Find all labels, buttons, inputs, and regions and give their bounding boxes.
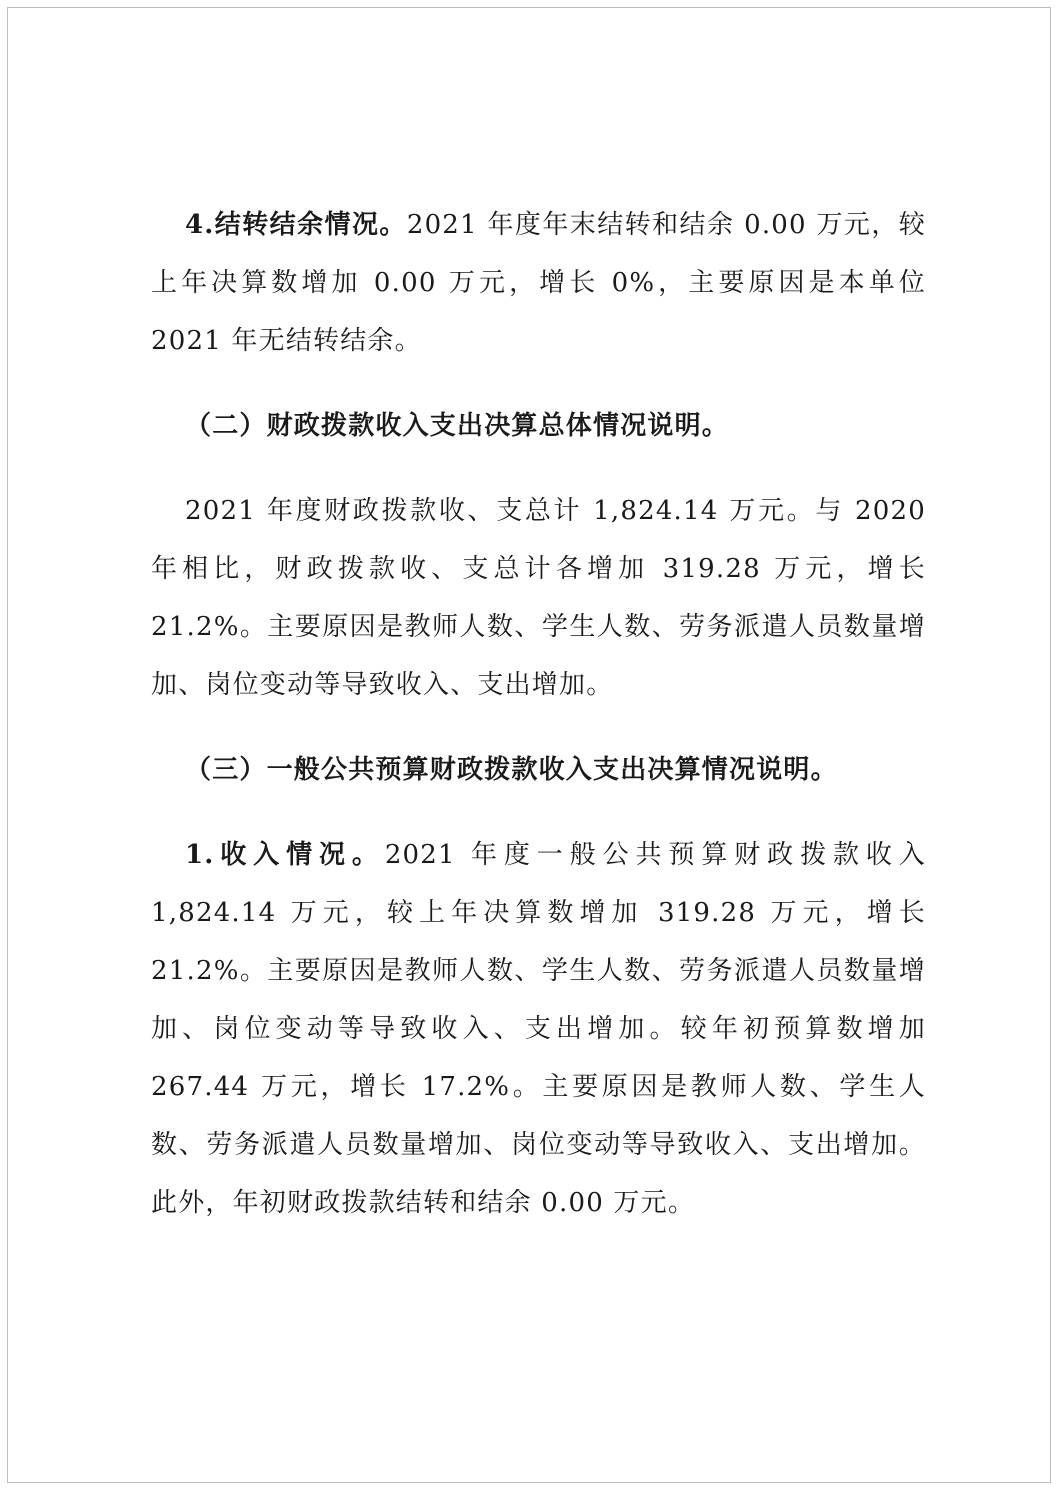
heading-general-budget: （三）一般公共预算财政拨款收入支出决算情况说明。 bbox=[185, 755, 838, 785]
paragraph-income bbox=[151, 826, 926, 1232]
income-text: 2021 年度一般公共预算财政拨款收入 1,824.14 万元，较上年决算数增加 319.28 万元，增长 21.2%。主要原因是教师人数、学生人数、劳务派遣人员数量增加、岗位变动等导致收入、支出增加。较年初预算数增加 267.44 万元，增长 17.2%。主要原因是教师人数、学生人数、劳务派遣人员数量增加、岗位变动等导致收入、支出增加。此外，年初财政拨款结转和结余 0.00 万元。 bbox=[151, 840, 926, 1218]
carryover-text: 2021 年度年末结转和结余 0.00 万元，较上年决算数增加 0.00 万元，增长 0%，主要原因是本单位 2021 年无结转结余。 bbox=[151, 210, 926, 356]
income-lead: 1.收入情况。 bbox=[185, 840, 385, 870]
document-page bbox=[7, 7, 1051, 1483]
heading-fiscal-overview: （二）财政拨款收入支出决算总体情况说明。 bbox=[185, 411, 730, 441]
carryover-lead: 4.结转结余情况。 bbox=[185, 210, 407, 240]
paragraph-fiscal-overview: 2021 年度财政拨款收、支总计 1,824.14 万元。与 2020 年相比，财政拨款收、支总计各增加 319.28 万元，增长 21.2%。主要原因是教师人数、学生人数、劳务派遣人员数量增加、岗位变动等导致收入、支出增加。 bbox=[151, 496, 926, 700]
paragraph-carryover bbox=[151, 196, 926, 370]
document-body bbox=[151, 196, 926, 1232]
